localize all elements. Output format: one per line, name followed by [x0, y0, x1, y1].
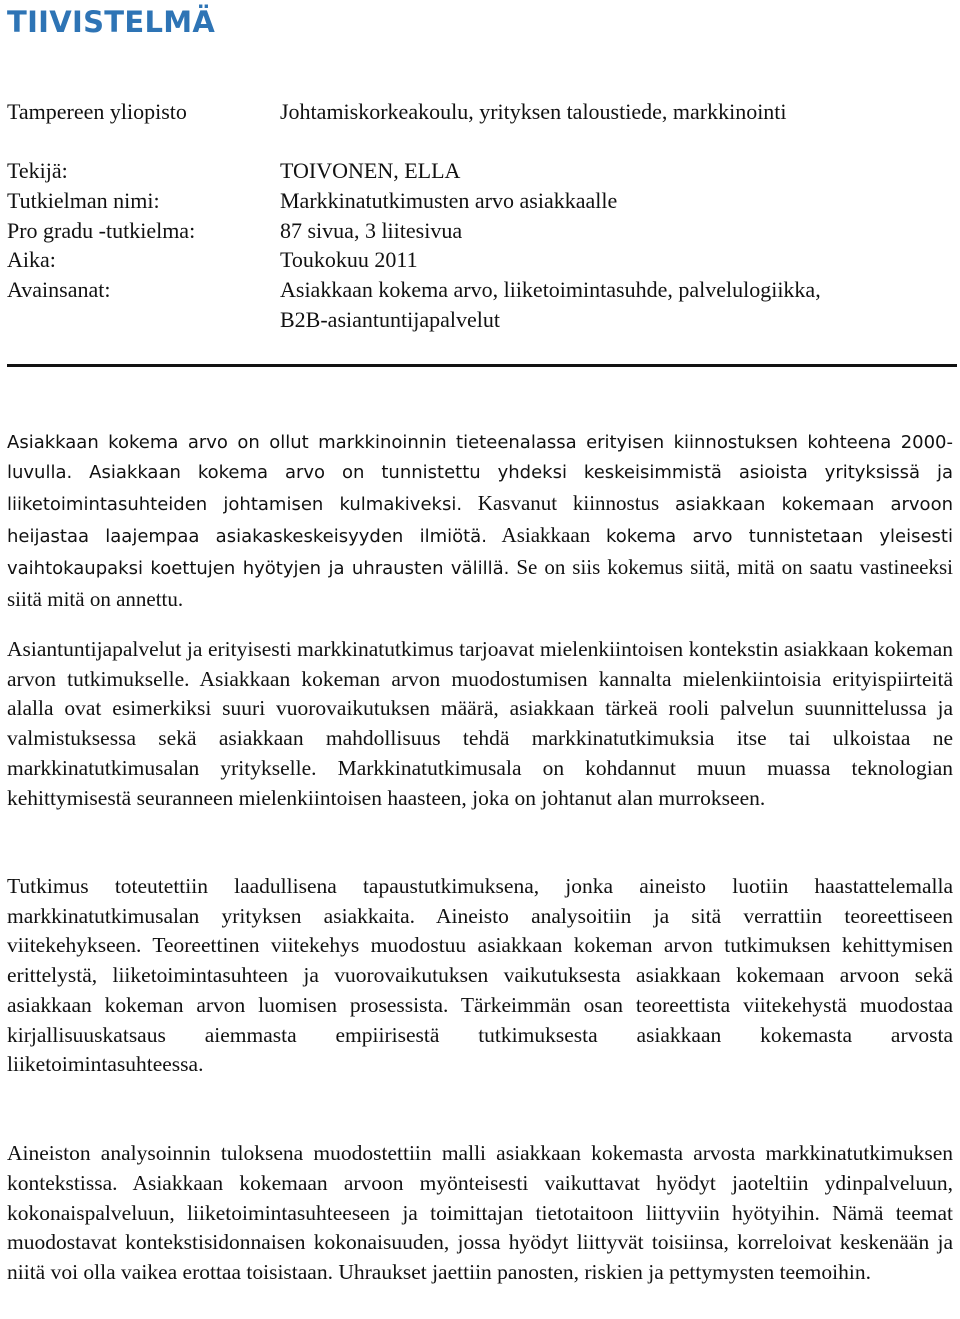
keywords-row: [7, 275, 947, 335]
keywords-value: [280, 275, 940, 335]
paragraph-1-segment-1: Asiakkaan kokema arvo on ollut markkinoinnin tieteenalassa erityisen kiinnostuksen kohteena 2000-luvulla.: [7, 432, 953, 483]
abstract-paragraph-2: Asiantuntijapalvelut ja erityisesti markkinatutkimus tarjoavat mielenkiintoisen kontekstin asiakkaan kokeman arvon tutkimukselle. Asiakkaan kokeman arvon muodostumisen kannalta mielenkiintoisia erityispiirteitä alalla ovat esimerkiksi suuri vuorovaikutuksen määrä, asiakkaan tärkeä rooli palvelun suunnittelussa ja valmistuksessa sekä asiakkaan mahdollisuus tehdä markkinatutkimuksia itse tai ulkoistaa ne markkinatutkimusalan yritykselle. Markkinatutkimusala on kohdannut muun muassa teknologian kehittymisestä seuranneen mielenkiintoisen haasteen, joka on johtanut alan murrokseen.: [7, 637, 953, 810]
author-value: TOIVONEN, ELLA: [280, 158, 461, 183]
paragraph-1-segment-2: Asiakkaan kokema arvo on tunnistettu yhdeksi keskeisimmistä asioista yrityksissä ja liiketoimintasuhteiden johtamisen kulmakiveksi.: [7, 462, 953, 515]
keywords-label: Avainsanat:: [7, 277, 111, 302]
date-label: Aika:: [7, 247, 56, 272]
thesis-type-label: Pro gradu -tutkielma:: [7, 218, 196, 243]
abstract-paragraph-1: [7, 428, 953, 614]
abstract-paragraph-3: Tutkimus toteutettiin laadullisena tapaustutkimuksena, jonka aineisto luotiin haastattelemalla markkinatutkimusalan yrityksen asiakkaita. Aineisto analysoitiin ja sitä verrattiin teoreettiseen viitekehykseen. Teoreettinen viitekehys muodostuu asiakkaan kokeman arvon tutkimuksen kehittymisen erittelystä, liiketoimintasuhteen ja vuorovaikutuksen vaikutuksesta asiakkaan kokemaan arvoon sekä asiakkaan kokeman arvon luomisen prosessista. Tärkeimmän osan teoreettista viitekehystä muodostaa kirjallisuuskatsaus aiemmasta empiirisestä tutkimuksesta asiakkaan kokemasta arvosta liiketoimintasuhteessa.: [7, 874, 953, 1077]
keywords-line-2: B2B-asiantuntijapalvelut: [280, 307, 500, 332]
page-title: TIIVISTELMÄ: [7, 5, 216, 39]
thesis-name-label: Tutkielman nimi:: [7, 188, 160, 213]
abstract-paragraph-4: Aineiston analysoinnin tuloksena muodostettiin malli asiakkaan kokemasta arvosta markkinatutkimuksen kontekstissa. Asiakkaan kokemaan arvoon myönteisesti vaikuttavat hyödyt jaoteltiin ydinpalveluun, kokonaispalveluun, liiketoimintasuhteeseen ja toimittajan tietotaitoon liittyviin hyötyihin. Nämä teemat muodostavat kontekstisidonnaisen kokonaisuuden, jossa hyödyt liittyvät toisiinsa, korreloivat keskenään ja niitä voi olla vaikea erottaa toisistaan. Uhraukset jaettiin panosten, riskien ja pettymysten teemoihin.: [7, 1141, 953, 1285]
paragraph-1-segment-6: kokema arvo tunnistetaan yleisesti vaihtokaupaksi koettujen hyötyjen ja uhrausten välillä.: [7, 526, 953, 579]
university-label: Tampereen yliopisto: [7, 99, 187, 124]
paragraph-1-segment-7: Se on siis kokemus siitä, mitä on saatu vastineeksi siitä mitä on annettu.: [7, 555, 953, 611]
thesis-type-value: 87 sivua, 3 liitesivua: [280, 218, 463, 243]
section-divider: [7, 364, 957, 367]
date-value: Toukokuu 2011: [280, 247, 418, 272]
keywords-line-1: Asiakkaan kokema arvo, liiketoimintasuhde, palvelulogiikka,: [280, 277, 821, 302]
thesis-name-value: Markkinatutkimusten arvo asiakkaalle: [280, 188, 618, 213]
paragraph-1-segment-3: Kasvanut kiinnostus: [462, 491, 675, 515]
paragraph-1-segment-5: Asiakkaan: [486, 523, 606, 547]
university-value: Johtamiskorkeakoulu, yrityksen taloustiede, markkinointi: [280, 99, 787, 124]
paragraph-1-segment-4: asiakkaan kokemaan arvoon heijastaa laajempaa asiakaskeskeisyyden ilmiötä.: [7, 494, 953, 547]
author-label: Tekijä:: [7, 158, 68, 183]
